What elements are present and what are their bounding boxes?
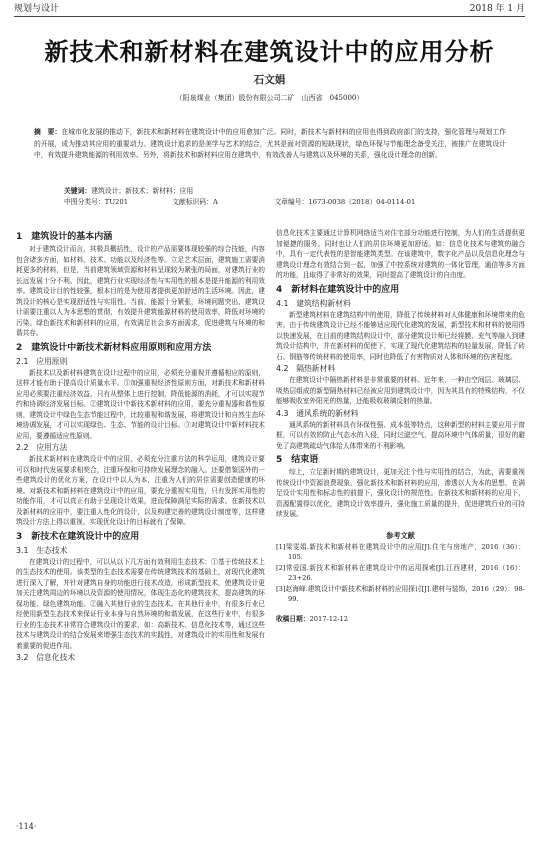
body-paragraph: 对于建筑设计而言，其极具概括性，设计的产品需要体现较强的综合技能，内容包含诸多方面，如材料、技术、功能以及经济性等。立足艺术层面，建筑施工需要消耗更多的材料，但是，当前建筑领域资源和材料呈现较为紧张的局面，对建筑行业的长远发展十分不利。因此，建筑行业实现经济性与实用性的根本是提升能源的利用效率。建筑设计目的性较强，根本目的是为使用者提供更加舒适的生活环境。因此，建筑设计的核心是实现舒适性与实用性。当前，能源十分紧张，环境问题突出，建筑设计需要注重以人为本思想的贯彻，有效提升建筑能源材料的使用效率，降低对环境的污染。绿色新技术和新材料的应用，有效满足社会多方面需求，促进建筑与环境的和谐共存。 [16, 245, 265, 337]
received-label: 收稿日期： [276, 614, 310, 623]
right-column-body [276, 228, 525, 520]
reference-item: [1]梁雯娟.新技术和新材料在建筑设计中的应用[J].住宅与房地产，2016（36）：105. [276, 542, 525, 561]
subsection-heading: 3.1 生态技术 [16, 545, 68, 555]
section-heading: 2 建筑设计中新技术新材料应用原则和应用方法 [16, 342, 212, 353]
subsection-heading: 4.3 通风系统的新材料 [276, 408, 359, 418]
subsection-heading: 4.2 隔热新材料 [276, 364, 336, 373]
body-paragraph: 新型建筑材料在建筑结构中的使用，降低了传统材料对人体健康和环境带来的危害。由于传统建筑设计已经不能够适应现代化建筑的发展，新型技术和材料的使用得以快速发展，在目前的建筑结构设计中，部分建筑设计师已经将膜、充气等融入到建筑设计结构中，并在新材料的促使下，实现了现代化建筑结构的轻量发展，降低了砖石、钢筋等传统材料的使用率，同时也降低了有害物质对人体和环境的伤害程度。 [276, 310, 525, 361]
section-heading: 5 结束语 [276, 455, 319, 465]
right-column [276, 228, 525, 625]
author: 石文娟 [253, 74, 286, 86]
body-paragraph: 在建筑设计中隔热新材料是非常重要的材料。近年来，一种由空间层、玻璃层、吸热层组成的新型隔热材料已经被应用到建筑设计中，因为其具有的特殊结构，不仅能够吸收室外阳光的热量，还能吸收玻璃反射的热量。 [276, 376, 525, 405]
received-value: 2017-12-12 [309, 614, 348, 623]
body-paragraph: 在建筑设计的过程中，可以从以下几方面有效利用生态技术：①基于传统技术上的生态技术的使用。该类型的生态技术需要在传统建筑技术的基础上，对现代化建筑进行深入了解，并针对建筑自身的功能进行技术改造，形成新型技术，使建筑设计更加关注建筑周边的环境以及资源的使用情况，体现生态化的建筑技术，提高建筑的环保功能、绿色建筑功能。②融入其他行业的生态技术。在其他行业中，有很多行业已经使用新型生态技术来保证行业本身与自然环境的和谐发展，在这些行业中，有很多行业的生态技术非常符合建筑设计的要求，如：高新技术、信息化技术等，通过这些技术与建筑设计的结合发展来增强生态技术的实践性，对建筑设计的实用性和发展有着重要的促进作用。 [16, 557, 265, 650]
body-paragraph: 综上，立足新时期的建筑设计，更加关注个性与实用性的结合，为此，需要重视传统设计中资源浪费现象，强化新技术和新材料的应用，渗透以人为本的思想，在满足设计实用性和标志性的前提下，强化设计的规范性。在新技术和新材料的应用下，资源配置得以优化，建筑设计效率提升，强化施工质量的提升，促进建筑行业的可持续发展。 [276, 468, 525, 518]
running-header [14, 3, 525, 17]
clc-number: 中图分类号：TU201 [64, 198, 129, 206]
body-paragraph: 新技术新材料在建筑设计中的应用，必须充分注重方法的科学运用，建筑设计要可以和时代发展要求相契合，注重环保和可持续发展理念的融入。还要借鉴国外的一些建筑设计的优化方案，在设计中以人为本，注重为人们的居住需要创造健康的环境。对新技术和新材料在建筑设计中的应用，要充分重视实用性，只有发挥实用性的功能作用，才可以真正有助于呈现设计效果，进而保障满足实际的需求。在新技术以及新材料的应用中，要注重人性化的设计，以及构建完善的建筑设计制度等，这样建筑设计方法上得以重视，实现优化设计的目标就有了保障。 [16, 455, 265, 526]
issue-date: 2018 年 1 月 [469, 4, 525, 14]
journal-section: 规划与设计 [14, 4, 60, 14]
abstract-label: 摘 要： [34, 128, 62, 136]
body-paragraph: 通风系统的新材料具有环保性强、成本低等特点，这种新型的材料主要应用于窗框，可以有效的防止气态水的入侵，同时过滤空气，提高环境中气体质量，很好的避免了高建筑疏动气体给人体带来的不利影响。 [276, 420, 525, 450]
subsection-heading: 2.2 应用方法 [16, 443, 68, 452]
section-heading: 3 新技术在建筑设计中的应用 [16, 531, 140, 542]
classification-row [64, 197, 504, 208]
body-paragraph: 新技术以及新材料建筑在设计过程中的应用，必须充分重视并遵循相应的原则，这样才能有助于提高设计质量水平。①加强重视经济性原则方面，对新技术和新材料应用必须要注重经济效益，只有从整体上进行控制，降低能源的消耗，才可以实现节约和协调经济发展目标。②建筑设计中新技术新材料的应用，要充分重视器和谐性原则，建筑设计中绿色生态节能过程中，比较重视和谐发展，将建筑设计和自然生态环境协调发展，才可以实现绿色、生态、节能的设计目标。③对建筑设计中新材料技术应用，要遵循适应性原则。 [16, 368, 265, 440]
page-number: ·114· [16, 822, 37, 831]
paper-title: 新技术和新材料在建筑设计中的应用分析 [44, 38, 495, 66]
abstract-text: 在城市化发展的推动下，新技术和新材料在建筑设计中的应用愈加广泛。同时，新技术与新材料的应用也得到政府部门的支持，强化管理与规划工作的开展，成为推动其应用的重要动力。建筑设计追求的是美学与艺术的结合，尤其是面对资源的短缺现状，绿色环保与节能理念备受关注，被推广在建筑设计中，有效提升建筑能源的利用效率。另外，将新技术和新材料应用在建筑中，有效改善人与建筑以及环境的关系，强化设计理念的创新。 [34, 128, 507, 160]
left-column [16, 228, 265, 664]
subsection-heading: 3.2 信息化技术 [16, 653, 76, 662]
section-heading: 4 新材料在建筑设计中的应用 [276, 284, 400, 295]
keywords [64, 186, 193, 197]
subsection-heading: 4.1 建筑结构新材料 [276, 298, 351, 308]
section-heading: 1 建筑设计的基本内涵 [16, 232, 113, 242]
reference-item: [3]赵海峰.建筑设计中新技术和新材料的应用探讨[J].建材与装饰，2016（29）：98-99. [276, 584, 525, 603]
keywords-label: 关键词： [64, 187, 92, 195]
article-number: 文章编号：1673-0038（2018）04-0114-01 [274, 198, 416, 206]
received-date [276, 613, 525, 625]
affiliation: （阳泉煤业（集团）股份有限公司二矿 山西省 045000） [175, 94, 364, 102]
abstract [34, 127, 506, 162]
reference-item: [2]常爱国.新技术和新材料在建筑设计中的运用探索[J].江西建材，2016（16）：23+26. [276, 563, 525, 582]
references-list [276, 542, 525, 605]
subsection-heading: 2.1 应用原则 [16, 356, 68, 366]
references-title: 参考文献 [386, 530, 415, 540]
document-code: 文献标识码：A [172, 198, 218, 206]
body-paragraph: 信息化技术主要通过计算机网络适当对住宅部分功能进行控制，为人们的生活提供更加便捷的服务。同时也让人们的居住环境更加舒适。如：信息化技术与建筑的融合中，具有一定代表性的是智能建筑类型。在该建筑中，数字化产品以及信息化理念与建筑设计理念有效结合到一起，加强了中控系统对建筑的一体化管理，通信等多方面的功能，且取得了非常好的效果，同时提高了建筑设计的自由度。 [276, 229, 525, 279]
keywords-text: 建筑设计；新技术；新材料；应用 [91, 187, 194, 195]
